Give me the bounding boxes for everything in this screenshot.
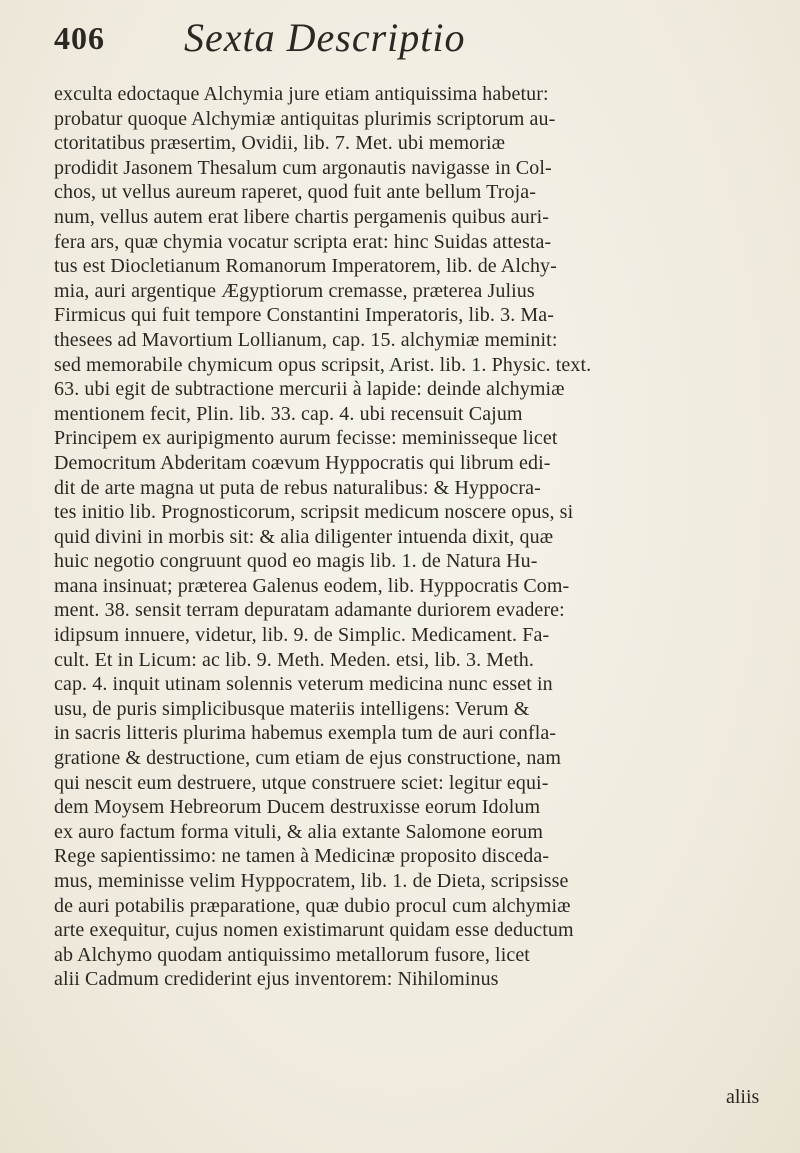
text-line: tes initio lib. Prognosticorum, scripsit medicum noscere opus, si: [54, 501, 574, 524]
text-line: cult. Et in Licum: ac lib. 9. Meth. Meden. etsi, lib. 3. Meth.: [54, 648, 535, 671]
page-number: 406: [54, 20, 105, 56]
text-line: huic negotio congruunt quod eo magis lib. 1. de Natura Hu-: [54, 550, 538, 573]
text-line: exculta edoctaque Alchymia jure etiam antiquissima habetur:: [54, 83, 549, 105]
text-line: de auri potabilis præparatione, quæ dubio procul cum alchymiæ: [54, 894, 571, 917]
text-line: dit de arte magna ut puta de rebus naturalibus: & Hyppocra-: [54, 476, 541, 499]
text-line: Firmicus qui fuit tempore Constantini Imperatoris, lib. 3. Ma-: [54, 304, 555, 327]
text-line: ctoritatibus præsertim, Ovidii, lib. 7. Met. ubi memoriæ: [54, 132, 506, 155]
text-line: in sacris litteris plurima habemus exempla tum de auri confla-: [54, 722, 557, 745]
text-line: chos, ut vellus aureum raperet, quod fuit ante bellum Troja-: [54, 181, 537, 204]
text-line: ab Alchymo quodam antiquissimo metallorum fusore, licet: [54, 943, 530, 966]
text-line: mia, auri argentique Ægyptiorum cremasse, præterea Julius: [54, 279, 535, 302]
running-head: Sexta Descriptio: [184, 15, 466, 60]
text-line: num, vellus autem erat libere chartis pergamenis quibus auri-: [54, 205, 550, 228]
catchword: aliis: [726, 1086, 760, 1108]
text-line: ment. 38. sensit terram depuratam adamante duriorem evadere:: [54, 599, 565, 622]
text-line: Rege sapientissimo: ne tamen à Medicinæ proposito discedа-: [54, 845, 550, 868]
text-line: dem Moysem Hebreorum Ducem destruxisse eorum Idolum: [54, 796, 541, 819]
text-line: 63. ubi egit de subtractione mercurii à lapide: deinde alchymiæ: [54, 378, 565, 401]
text-line: mana insinuat; præterea Galenus eodem, lib. Hyppocratis Com-: [54, 574, 570, 597]
text-line: mus, meminisse velim Hyppocratem, lib. 1. de Dieta, scripsisse: [54, 870, 569, 892]
text-line: arte exequitur, cujus nomen existimarunt quidam esse deductum: [54, 919, 574, 942]
text-line: thesees ad Mavortium Lollianum, cap. 15. alchymiæ meminit:: [54, 328, 558, 351]
body-text: [54, 82, 770, 992]
text-line: usu, de puris simplicibusque materiis intelligens: Verum &: [54, 697, 530, 720]
text-line: tus est Diocletianum Romanorum Imperatorem, lib. de Alchy-: [54, 255, 557, 278]
text-line: quid divini in morbis sit: & alia diligenter intuenda dixit, quæ: [54, 525, 554, 548]
text-line: gratione & destructione, cum etiam de ejus constructione, nam: [54, 747, 562, 770]
text-line: alii Cadmum crediderint ejus inventorem: Nihilominus: [54, 968, 499, 991]
text-line: ex auro factum forma vituli, & alia extante Salomone eorum: [54, 820, 543, 843]
page-header: [54, 12, 754, 70]
text-line: mentionem fecit, Plin. lib. 33. cap. 4. ubi recensuit Cajum: [54, 402, 523, 425]
text-line: qui nescit eum destruere, utque construere sciet: legitur equi-: [54, 771, 549, 794]
text-line: Democritum Abderitam coævum Hyppocratis qui librum edi-: [54, 451, 551, 474]
text-line: probatur quoque Alchymiæ antiquitas plurimis scriptorum au-: [54, 107, 556, 130]
text-line: cap. 4. inquit utinam solennis veterum medicina nunc esset in: [54, 673, 553, 696]
text-line: idipsum innuere, videtur, lib. 9. de Simplic. Medicament. Fa-: [54, 624, 550, 647]
text-line: Principem ex auripigmento aurum fecisse: meminisseque licet: [54, 427, 558, 450]
text-line: fera ars, quæ chymia vocatur scripta erat: hinc Suidas attesta-: [54, 230, 552, 253]
text-line: prodidit Jasonem Thesalum cum argonautis navigasse in Col-: [54, 156, 552, 179]
text-line: sed memorabile chymicum opus scripsit, Arist. lib. 1. Physic. text.: [54, 353, 592, 376]
